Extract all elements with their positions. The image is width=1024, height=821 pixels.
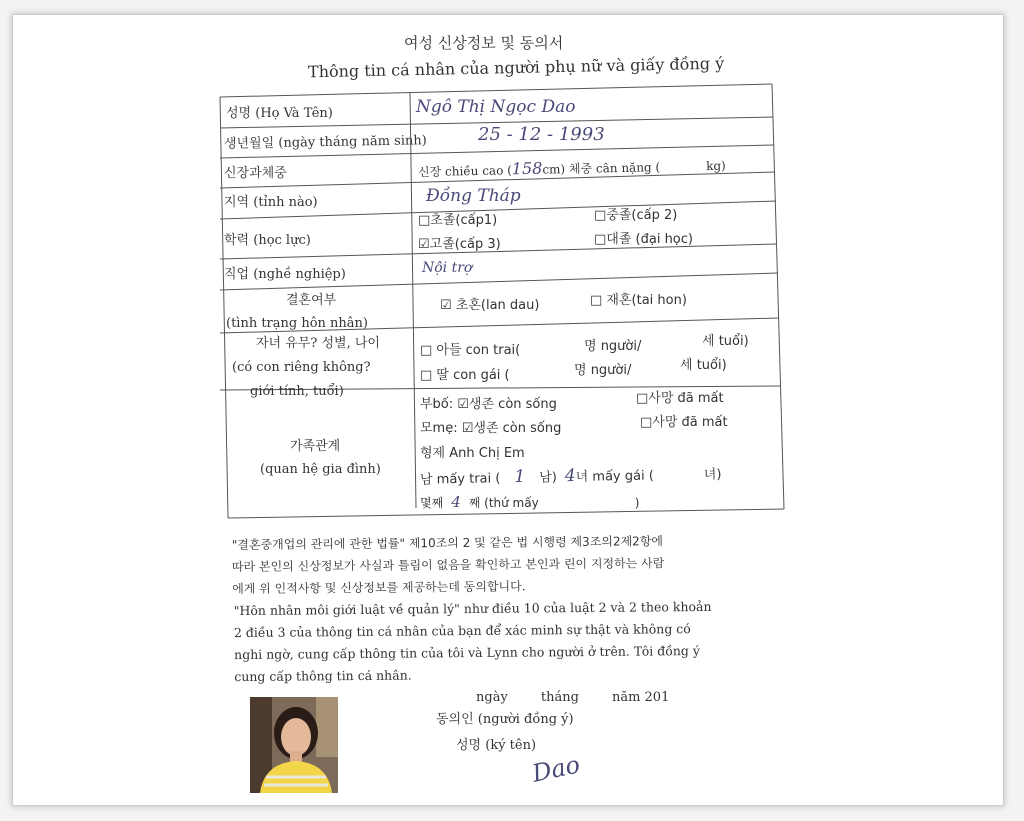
marital-label-vietnamese: (tình trạng hôn nhân) (226, 316, 368, 331)
form-title-vietnamese: Thông tin cá nhân của người phụ nữ và giấy đồng ý (307, 53, 725, 82)
siblings-label: 형제 Anh Chị Em (420, 446, 525, 461)
sisters-prefix: 녀 mấy gái ( (575, 468, 654, 485)
body-label: 신장과체중 (224, 166, 287, 181)
date-line: ngày tháng năm 201 (476, 690, 670, 705)
consent-vietnamese-line1: "Hôn nhân môi giới luật về quản lý" như điều 10 của luật 2 và 2 theo khoản (233, 598, 712, 619)
order-suffix: 째 (thứ mấy (468, 496, 539, 510)
children-label-line3: giới tính, tuổi) (250, 384, 344, 399)
marital-option-first[interactable]: ☑ 초혼(lan dau) (440, 298, 540, 313)
mother-deceased-checkbox[interactable]: □사망 đã mất (640, 415, 728, 430)
height-prefix: 신장 chiều cao ( (417, 163, 512, 180)
consent-korean-line1: "결혼중개업의 관리에 관한 법률" 제10조의 2 및 같은 법 시행령 제3조의2제2항에 (231, 534, 664, 552)
consent-korean-line2: 따라 본인의 신상정보가 사실과 틀림이 없음을 확인하고 본인과 린이 지정하는 사람 (231, 556, 665, 574)
region-value: Đồng Tháp (426, 186, 521, 206)
children-daughter-checkbox[interactable]: □ 딸 con gái ( (420, 368, 510, 383)
father-alive-checkbox[interactable]: 부bố: ☑생존 còn sống (420, 397, 557, 412)
brothers-count: 1 (514, 466, 526, 487)
weight-prefix: cm) 체중 cân nặng ( (542, 160, 661, 177)
children-daughter-count: 명 người/ (574, 363, 632, 378)
consent-korean (232, 530, 665, 600)
consent-vietnamese-line3: nghi ngờ, cung cấp thông tin của tôi và Lynn cho người ở trên. Tôi đồng ý (234, 643, 700, 663)
order-value: 4 (451, 493, 461, 511)
consent-vietnamese (234, 596, 713, 688)
brothers-suffix: 남) (539, 470, 557, 486)
education-label: 학력 (học lực) (224, 233, 311, 248)
children-son-checkbox[interactable]: □ 아들 con trai( (420, 343, 521, 358)
signature-label: 성명 (ký tên) (456, 738, 537, 753)
consent-vietnamese-line2: 2 điều 3 của thông tin cá nhân của bạn để xác minh sự thật và không có (233, 621, 691, 641)
name-value: Ngô Thị Ngọc Dao (416, 97, 576, 117)
job-value: Nội trợ (422, 260, 473, 276)
birth-order-line (420, 494, 639, 511)
children-label-line2: (có con riêng không? (232, 360, 371, 375)
name-label: 성명 (Họ Và Tên) (226, 106, 333, 121)
education-option-cap2[interactable]: □중졸(cấp 2) (594, 208, 678, 223)
mother-alive-checkbox[interactable]: 모mẹ: ☑생존 còn sống (420, 421, 562, 436)
birth-value: 25 - 12 - 1993 (478, 124, 605, 145)
children-label-line1: 자녀 유무? 성별, 나이 (256, 336, 380, 351)
education-option-university[interactable]: □대졸 (đại học) (594, 232, 693, 247)
consenter-label: 동의인 (người đồng ý) (436, 712, 574, 727)
job-label: 직업 (nghề nghiệp) (224, 267, 346, 282)
children-son-count: 명 người/ (584, 339, 642, 354)
order-prefix: 몇째 (420, 496, 444, 510)
height-value: 158 (511, 158, 543, 179)
education-option-cap3[interactable]: ☑고졸(cấp 3) (418, 237, 501, 252)
birth-label: 생년월일 (ngày tháng năm sinh) (223, 133, 427, 152)
weight-unit: kg) (706, 158, 726, 174)
sisters-suffix: 녀) (703, 467, 722, 483)
signature: Dao (529, 750, 583, 788)
marital-label-korean: 결혼여부 (286, 293, 337, 308)
marital-option-remarried[interactable]: □ 재혼(tai hon) (590, 293, 687, 308)
form-title-korean: 여성 신상정보 및 동의서 (404, 34, 564, 52)
region-label: 지역 (tỉnh nào) (224, 195, 318, 210)
education-option-cap1[interactable]: □초졸(cấp1) (418, 213, 498, 228)
order-close: ) (634, 496, 640, 510)
children-daughter-age: 세 tuổi) (680, 358, 727, 373)
family-label-korean: 가족관계 (290, 439, 341, 454)
consent-korean-line3: 에게 위 인적사항 및 신상정보를 제공하는데 동의합니다. (232, 579, 526, 596)
sisters-count: 4 (564, 465, 576, 487)
brothers-prefix: 남 mấy trai ( (419, 471, 501, 488)
consent-vietnamese-line4: cung cấp thông tin cá nhân. (234, 667, 412, 685)
children-son-age: 세 tuổi) (702, 334, 749, 349)
father-deceased-checkbox[interactable]: □사망 đã mất (636, 391, 724, 406)
applicant-photo (250, 697, 338, 793)
family-label-vietnamese: (quan hệ gia đình) (260, 462, 381, 477)
